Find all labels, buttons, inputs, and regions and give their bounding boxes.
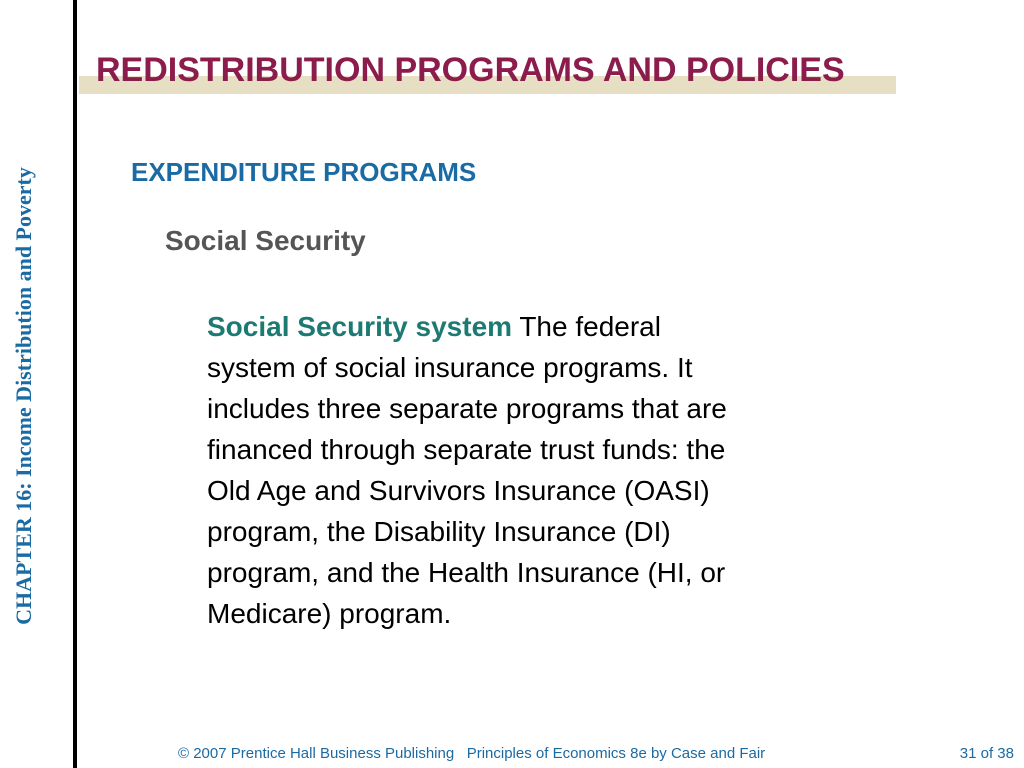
definition-term: Social Security system (207, 311, 513, 342)
slide-title: REDISTRIBUTION PROGRAMS AND POLICIES (96, 51, 845, 89)
definition-text: The federal system of social insurance programs. It includes three separate programs that are financed through separate trust funds: the Old Age and Survivors Insurance (OASI) program, the Disability Insurance (DI) program, and the Health Insurance (HI, or Medicare) program. (207, 311, 727, 629)
topic-heading: Social Security (165, 225, 366, 256)
section-heading: EXPENDITURE PROGRAMS (131, 157, 477, 187)
page-number: 31 of 38 (959, 745, 1014, 762)
chapter-label-text: CHAPTER 16: Income Distribution and Poverty (11, 167, 36, 625)
footer-credit: © 2007 Prentice Hall Business Publishing Principles of Economics 8e by Case and Fair (178, 745, 766, 762)
chapter-side-label (4, 96, 44, 696)
definition-block (207, 306, 867, 634)
vertical-divider (73, 0, 77, 768)
